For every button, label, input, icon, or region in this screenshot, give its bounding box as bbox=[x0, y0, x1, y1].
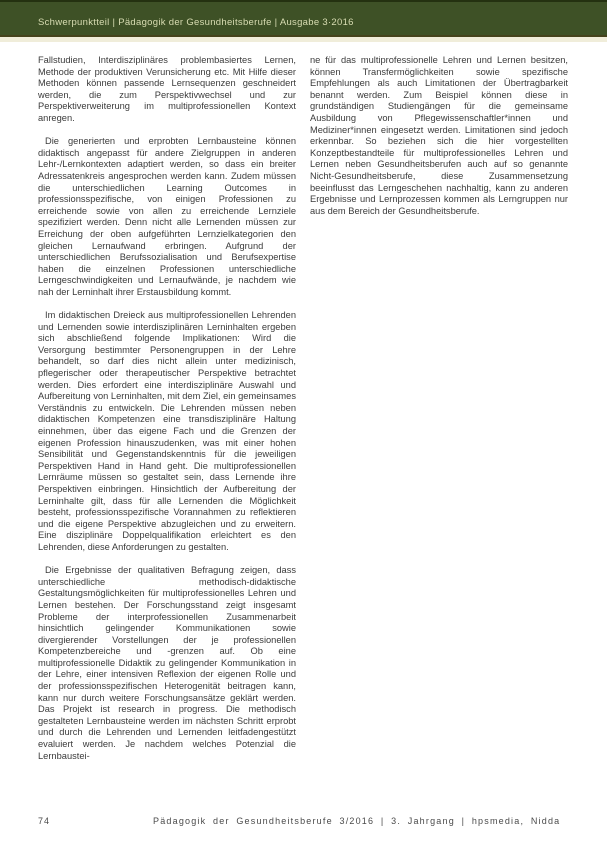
paragraph-methods: Fallstudien, Interdisziplinäres problembasiertes Lernen, Methode der produktiven Verunsicherung etc. Mit Hilfe dieser Methoden können passende Lernsequenzen geschneidert werden, die zum Perspektivwechsel und zur Perspektiverweiterung im multiprofessionellen Kontext anregen. bbox=[38, 55, 296, 123]
page-number: 74 bbox=[38, 816, 51, 826]
journal-info: Pädagogik der Gesundheitsberufe 3/2016 | 3. Jahrgang | hpsmedia, Nidda bbox=[153, 816, 561, 826]
header-bar bbox=[0, 0, 607, 35]
paragraph-lernbausteine: Die generierten und erprobten Lernbausteine können didaktisch angepasst für andere Zielgruppen in anderen Lehr-/Lernkontexten adaptiert werden, so dass ein breiter Adressatenkreis angesprochen werden kann. Zudem müssen die unterschiedlichen Learning Outcomes in professionsspezifische, von einigen Professionen zu erreichende sowie von allen zu erreichende Lernziele spezifiziert werden. Denn nicht alle Lernenden müssen zur Erreichung der oben aufgeführten Lernzielkategorien den gleichen Lernaufwand erbringen. Aufgrund der unterschiedlichen Berufssozialisation und Berufsexpertise haben die einzelnen Professionen unterschiedliche Lerngeschwindigkeiten und Lernaufwände, je nachdem wie nah der Lerninhalt ihrer Erstausbildung kommt. bbox=[38, 136, 296, 297]
paragraph-ergebnisse: Die Ergebnisse der qualitativen Befragung zeigen, dass unterschiedliche methodisch-didaktische Gestaltungsmöglichkeiten für multiprofessionelles Lehren und Lernen bestehen. Der Forschungsstand zeigt insgesamt Probleme der interprofessionellen Zusammenarbeit hinsichtlich gelingender Kommunikationen sowie divergierender Vorstellungen der je professionellen Kompetenzbereiche und -grenzen auf. Ob eine multiprofessionelle Didaktik zu gelingender Kommunikation in der Lehre, einer intensiven Reflexion der eigenen Rolle und der professionsspezifischen Heterogenität beitragen kann, kann nur durch weitere Forschungsansätze geklärt werden. Das Projekt ist research in progress. Die methodisch gestalteten Lernbausteine werden im nächsten Schritt erprobt und durch die Lehrenden und Lernenden leitfadengestützt evaluiert werden. Je nachdem welches Potenzial die Lernbaustei- bbox=[38, 565, 296, 761]
paragraph-didaktisches-dreieck: Im didaktischen Dreieck aus multiprofessionellen Lehrenden und Lernenden sowie interdisziplinären Lerninhalten ergeben sich abschließend folgende Implikationen: Wird die Versorgung bestimmter Personengruppen in der Lehre behandelt, so darf dies nicht allein unter medizinisch, pflegerischer oder therapeutischer Perspektive betrachtet werden. Dies erfordert eine interdisziplinäre Auswahl und Aufbereitung von Lerninhalten, mit dem Ziel, ein gemeinsames Verständnis zu entwickeln. Die Lehrenden müssen neben didaktischen Kompetenzen eine transdisziplinäre Haltung einnehmen, über das eigene Fach und die Grenzen der eigenen Profession hinauszudenken, was mit einer hohen Sensibilität und Gegenstandskenntnis für die jeweiligen Perspektiven Hand in Hand geht. Die multiprofessionellen Lernräume müssen so gestaltet sein, dass Lernende ihre Perspektiven einbringen. Hinsichtlich der Aufbereitung der Lerninhalte gilt, dass für alle Lernenden die Möglichkeit besteht, professionsspezifische Vorannahmen zu reflektieren und die eigene Perspektive abzugleichen und zu erweitern. Eine disziplinäre Doppelqualifikation erleichtert es den Lehrenden, diese Anforderungen zu gestalten. bbox=[38, 310, 296, 552]
header-breadcrumb: Schwerpunktteil | Pädagogik der Gesundheitsberufe | Ausgabe 3·2016 bbox=[38, 17, 354, 28]
paragraph-transfer-limitationen: ne für das multiprofessionelle Lehren und Lernen besitzen, können Transfermöglichkeiten sowie spezifische Empfehlungen als auch Limitationen der Übertragbarkeit benannt werden. Zum Beispiel können diese in grundständigen Studiengängen für die gemeinsame Ausbildung von Pflegewissenschaftler*innen und Mediziner*innen eingesetzt werden. Limitationen sind jedoch erkennbar. So beziehen sich die hier vorgestellten Konzeptbestandteile für multiprofessionelles Lehren und Lernen neben Gesundheitsberufen auch auf so genannte Nicht-Gesundheitsberufe, diese Zusammensetzung beeinflusst das Lerngeschehen nachhaltig, kann zu anderen Ergebnisse und Lernprozessen kommen als Lerngruppen nur aus dem Bereich der Gesundheitsberufe. bbox=[310, 55, 568, 216]
header-rule-cream bbox=[0, 37, 607, 42]
column-left bbox=[38, 55, 296, 762]
column-right bbox=[310, 55, 568, 217]
